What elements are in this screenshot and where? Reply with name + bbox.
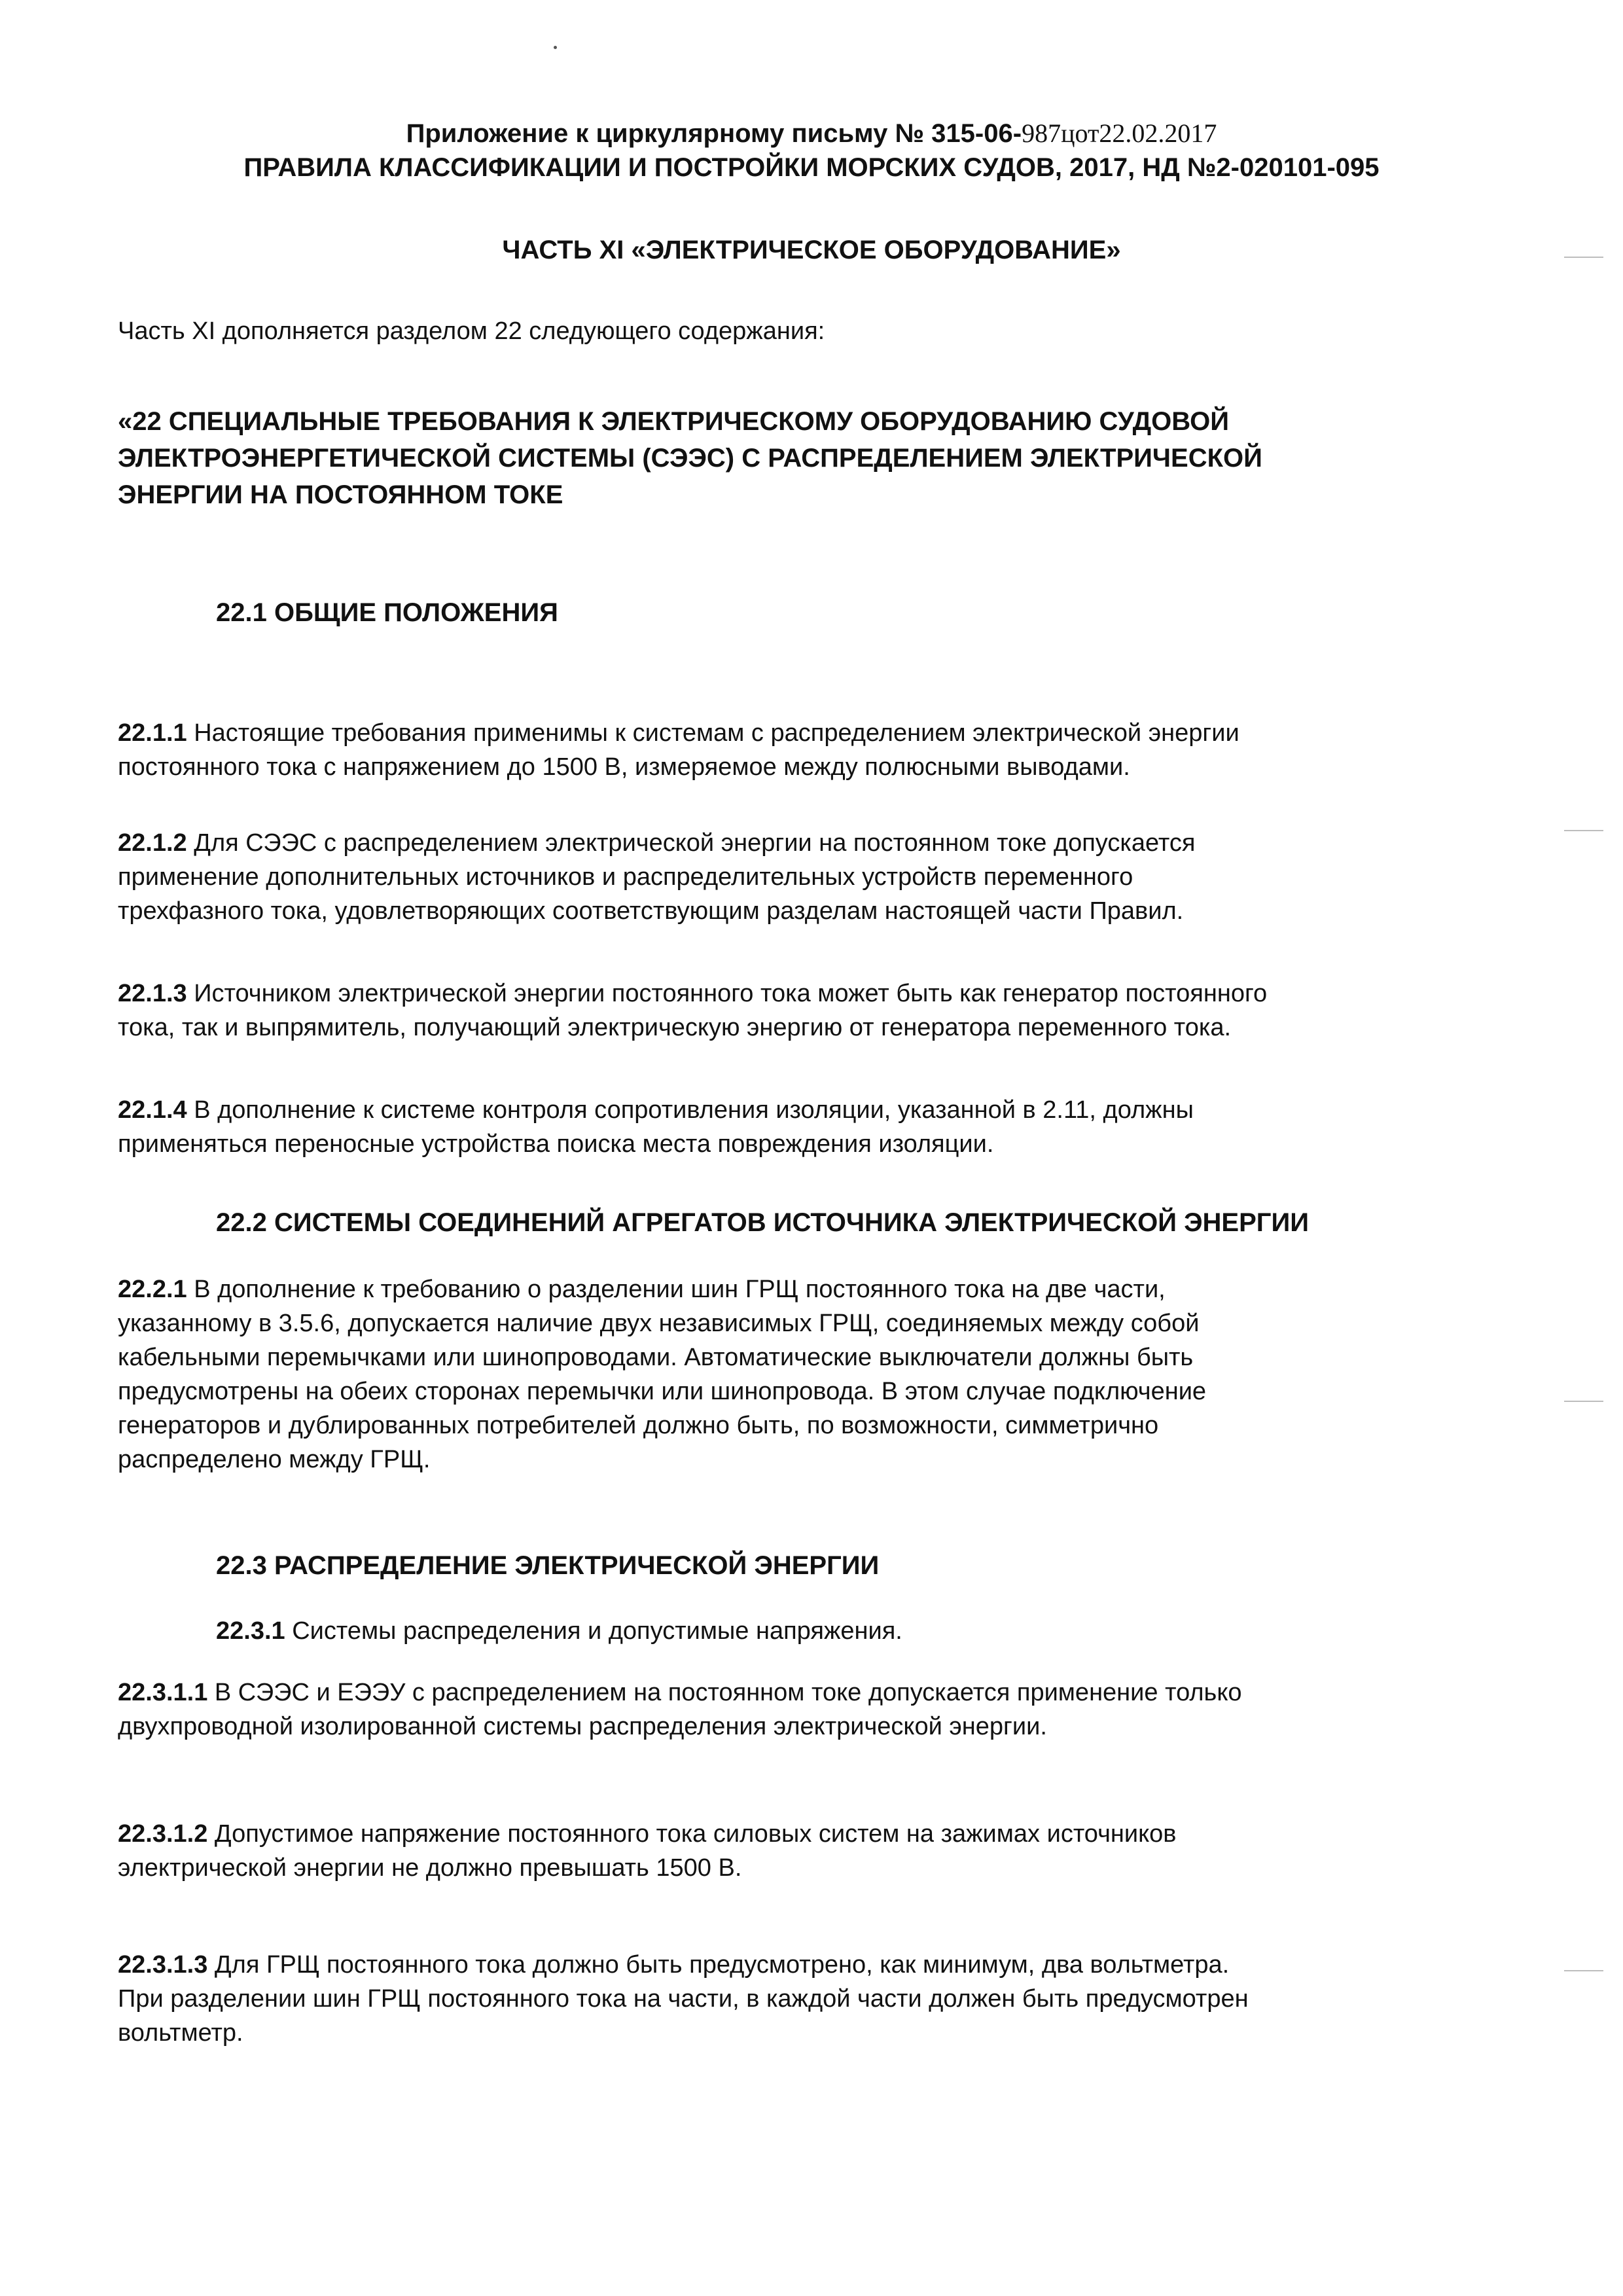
paragraph-line: вольтметр. — [118, 2019, 243, 2047]
paragraph-number: 22.3.1.1 — [118, 1679, 208, 1706]
paragraph-line: Допустимое напряжение постоянного тока силовых систем на зажимах источников — [214, 1820, 1177, 1848]
paragraph-line: Системы распределения и допустимые напряжения. — [292, 1617, 902, 1645]
intro-text: Часть XI дополняется разделом 22 следующего содержания: — [118, 317, 825, 345]
paragraph-line: кабельными перемычками или шинопроводами. Автоматические выключатели должны быть — [118, 1344, 1194, 1371]
paragraph-22-1-3 — [118, 977, 1267, 1045]
appendix-date: 22.02.2017 — [1099, 118, 1217, 148]
section-22-3-title: 22.3 РАСПРЕДЕЛЕНИЕ ЭЛЕКТРИЧЕСКОЙ ЭНЕРГИИ — [216, 1551, 880, 1580]
scan-mark — [1564, 1401, 1603, 1402]
paragraph-line: генераторов и дублированных потребителей должно быть, по возможности, симметрично — [118, 1412, 1159, 1439]
paragraph-number: 22.1.3 — [118, 980, 187, 1007]
paragraph-line: распределено между ГРЩ. — [118, 1446, 431, 1473]
paragraph-22-3-1-3 — [118, 1948, 1249, 2050]
paragraph-number: 22.1.4 — [118, 1096, 187, 1124]
scan-mark — [1564, 1970, 1603, 1971]
paragraph-line: применяться переносные устройства поиска места повреждения изоляции. — [118, 1130, 994, 1158]
subsection-22-3-1 — [216, 1614, 902, 1648]
paragraph-line: тока, так и выпрямитель, получающий электрическую энергию от генератора переменного тока. — [118, 1014, 1232, 1041]
paragraph-number: 22.3.1.3 — [118, 1951, 208, 1979]
appendix-line — [0, 117, 1623, 151]
paragraph-line: применение дополнительных источников и распределительных устройств переменного — [118, 863, 1133, 891]
paragraph-number: 22.2.1 — [118, 1276, 187, 1303]
paragraph-22-3-1-2 — [118, 1817, 1176, 1885]
paragraph-line: В дополнение к системе контроля сопротивления изоляции, указанной в 2.11, должны — [194, 1096, 1194, 1124]
paragraph-number: 22.1.2 — [118, 829, 187, 857]
paragraph-22-1-1 — [118, 716, 1240, 784]
section-22-line: «22 СПЕЦИАЛЬНЫЕ ТРЕБОВАНИЯ К ЭЛЕКТРИЧЕСКОМУ ОБОРУДОВАНИЮ СУДОВОЙ — [118, 407, 1230, 436]
paragraph-line: электрической энергии не должно превышать 1500 В. — [118, 1854, 742, 1882]
section-22-heading — [118, 403, 1262, 513]
paragraph-22-1-4 — [118, 1093, 1194, 1161]
section-22-2-title: 22.2 СИСТЕМЫ СОЕДИНЕНИЙ АГРЕГАТОВ ИСТОЧНИКА ЭЛЕКТРИЧЕСКОЙ ЭНЕРГИИ — [216, 1208, 1309, 1237]
paragraph-22-3-1-1 — [118, 1676, 1242, 1744]
paragraph-22-2-1 — [118, 1272, 1206, 1477]
paragraph-line: Настоящие требования применимы к системам с распределением электрической энергии — [194, 719, 1240, 747]
section-22-line: ЭЛЕКТРОЭНЕРГЕТИЧЕСКОЙ СИСТЕМЫ (СЭЭС) С РАСПРЕДЕЛЕНИЕМ ЭЛЕКТРИЧЕСКОЙ — [118, 444, 1262, 473]
rules-title: ПРАВИЛА КЛАССИФИКАЦИИ И ПОСТРОЙКИ МОРСКИХ СУДОВ, 2017, НД №2-020101-095 — [243, 153, 1380, 182]
paragraph-line: Для ГРЩ постоянного тока должно быть предусмотрено, как минимум, два вольтметра. — [214, 1951, 1230, 1979]
section-22-line: ЭНЕРГИИ НА ПОСТОЯННОМ ТОКЕ — [118, 480, 563, 509]
paragraph-number: 22.1.1 — [118, 719, 187, 747]
scan-mark — [1564, 830, 1603, 831]
paragraph-line: двухпроводной изолированной системы распределения электрической энергии. — [118, 1713, 1047, 1740]
paragraph-number: 22.3.1.2 — [118, 1820, 208, 1848]
paragraph-line: Источником электрической энергии постоянного тока может быть как генератор постоянного — [194, 980, 1268, 1007]
section-22-1-title: 22.1 ОБЩИЕ ПОЛОЖЕНИЯ — [216, 598, 558, 627]
paragraph-line: В дополнение к требованию о разделении шин ГРЩ постоянного тока на две части, — [194, 1276, 1166, 1303]
paragraph-number: 22.3.1 — [216, 1617, 285, 1645]
paragraph-line: трехфазного тока, удовлетворяющих соответствующим разделам настоящей части Правил. — [118, 897, 1184, 925]
paragraph-line: указанному в 3.5.6, допускается наличие двух независимых ГРЩ, соединяемых между собой — [118, 1310, 1200, 1337]
paragraph-line: При разделении шин ГРЩ постоянного тока на части, в каждой части должен быть предусмотрен — [118, 1985, 1249, 2013]
appendix-handwritten: 987цот — [1022, 118, 1099, 148]
paragraph-line: Для СЭЭС с распределением электрической энергии на постоянном токе допускается — [194, 829, 1196, 857]
paragraph-line: В СЭЭС и ЕЭЭУ с распределением на постоянном токе допускается применение только — [214, 1679, 1242, 1706]
scan-dot — [554, 46, 557, 49]
paragraph-22-1-2 — [118, 826, 1195, 928]
part-title: ЧАСТЬ XI «ЭЛЕКТРИЧЕСКОЕ ОБОРУДОВАНИЕ» — [502, 236, 1121, 264]
paragraph-line: постоянного тока с напряжением до 1500 В, измеряемое между полюсными выводами. — [118, 753, 1130, 781]
paragraph-line: предусмотрены на обеих сторонах перемычки или шинопровода. В этом случае подключение — [118, 1378, 1207, 1405]
appendix-prefix: Приложение к циркулярному письму № 315-06- — [406, 119, 1022, 148]
